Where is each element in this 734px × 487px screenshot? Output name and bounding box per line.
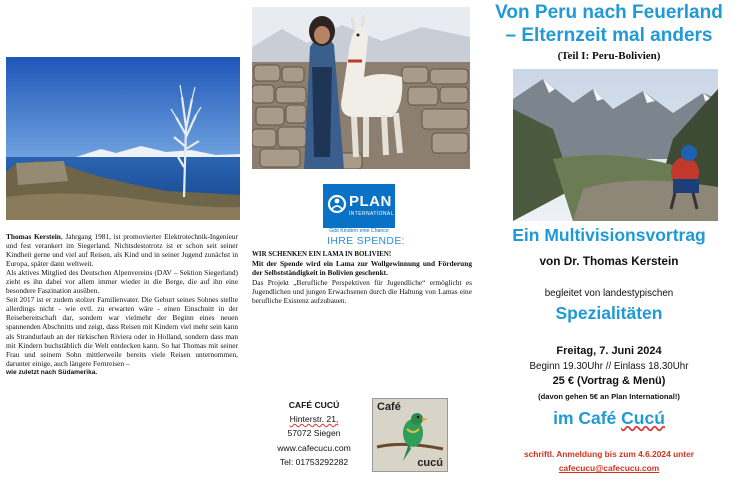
registration-note: schriftl. Anmeldung bis zum 4.6.2024 unter bbox=[523, 449, 695, 459]
donation-line-1: WIR SCHENKEN EIN LAMA IN BOLIVIEN! bbox=[252, 251, 392, 258]
llama-photo bbox=[252, 7, 470, 169]
donation-line-2: Mit der Spende wird ein Lama zur Wollgewinnung und Förderung der Selbstständigkeit in Bolivien geschenkt. bbox=[252, 259, 472, 278]
plan-tagline: Gibt Kindern eine Chance bbox=[329, 228, 389, 234]
cafe-street bbox=[262, 412, 366, 426]
plan-logo bbox=[323, 184, 395, 228]
cafe-logo-word-1: Café bbox=[377, 401, 401, 413]
cafe-city: 57072 Siegen bbox=[287, 428, 341, 439]
event-accompanied: begleitet von landestypischen bbox=[544, 288, 674, 299]
event-speaker: von Dr. Thomas Kerstein bbox=[539, 254, 679, 268]
main-title-line-2: – Elternzeit mal anders bbox=[505, 25, 713, 46]
bio-name: Thomas Kerstein bbox=[6, 232, 61, 241]
event-specialties: Spezialitäten bbox=[555, 303, 663, 323]
cafe-logo bbox=[372, 398, 448, 472]
cafe-address bbox=[262, 398, 366, 469]
bio-text bbox=[6, 232, 238, 377]
event-donation-note: (davon gehen 5€ an Plan International!) bbox=[538, 392, 680, 401]
lake-photo bbox=[6, 57, 240, 220]
event-location bbox=[486, 408, 732, 429]
donation-line-3: Das Projekt „Berufliche Perspektiven für Jugendliche“ ermöglicht es Jugendlichen und jungen Erwachsenen durch die Haltung von Lamas eine berufliche Existenz aufzubauen. bbox=[252, 277, 472, 306]
event-location-name: Cucú bbox=[621, 408, 665, 428]
bio-paragraph-3: Seit 2017 ist er zudem stolzer Familienvater. Die Geburt seines Sohnes stellte allerdings nicht - wie evtl. zu erwarten wäre - einen Einschnitt in der Reisebereitschaft dar, sondern war vielmehr der Beginn eines neuen spannenden Abschnitts und zeigt, dass Reisen mit Kindern viel mehr sein kann als Strandurlaub an der türkischen Riviera oder in Holland, sondern dass man mit Kindern buchstäblich die Welt entdecken kann. So hat Thomas mit seiner Frau und seinem Sohn mittlerweile bereits viele Reisen unternommen, darunter einige, auch längere Fernreisen – bbox=[6, 295, 238, 368]
event-price: 25 € (Vortrag & Menü) bbox=[552, 375, 666, 387]
bio-paragraph-4: wie zuletzt nach Südamerika. bbox=[6, 368, 98, 376]
event-location-prefix: im Café bbox=[553, 408, 622, 428]
bio-paragraph-1: , Jahrgang 1981, ist promovierter Elektrotechnik-Ingenieur und fest verankert im Siegerland. Nichtsdestotrotz ist er schon seit seiner Kindheit gerne und viel auf Reisen, als Kind und in seiner Jugend zunächst in Europa, später dann weltweit. bbox=[6, 232, 238, 269]
cafe-website[interactable]: www.cafecucu.com bbox=[277, 442, 351, 453]
bio-paragraph-2: Als aktives Mitglied des Deutschen Alpenvereins (DAV – Sektion Siegerland) zieht es ihn dabei vor allem immer wieder in die Berge, die auf ihn eine besondere Faszination ausüben. bbox=[6, 268, 238, 296]
cafe-logo-word-2: cucú bbox=[417, 457, 443, 469]
cafe-street-text: Hinterstr. 21, bbox=[289, 414, 339, 425]
plan-logo-text: PLAN bbox=[349, 193, 392, 210]
plan-logo-subtext: INTERNATIONAL bbox=[349, 211, 394, 217]
registration-email[interactable]: cafecucu@cafecucu.com bbox=[558, 463, 660, 473]
donation-text bbox=[252, 250, 472, 305]
mountain-photo bbox=[513, 69, 718, 221]
main-subtitle: (Teil I: Peru-Bolivien) bbox=[557, 50, 661, 62]
cafe-phone: Tel: 01753292282 bbox=[279, 456, 349, 467]
main-title-line-1: Von Peru nach Feuerland bbox=[495, 2, 723, 23]
event-date: Freitag, 7. Juni 2024 bbox=[556, 345, 662, 357]
donation-title: IHRE SPENDE: bbox=[327, 235, 405, 247]
event-times: Beginn 19.30Uhr // Einlass 18.30Uhr bbox=[529, 361, 689, 372]
cafe-name: CAFÉ CUCÚ bbox=[288, 400, 340, 410]
event-type: Ein Multivisionsvortrag bbox=[512, 225, 706, 245]
